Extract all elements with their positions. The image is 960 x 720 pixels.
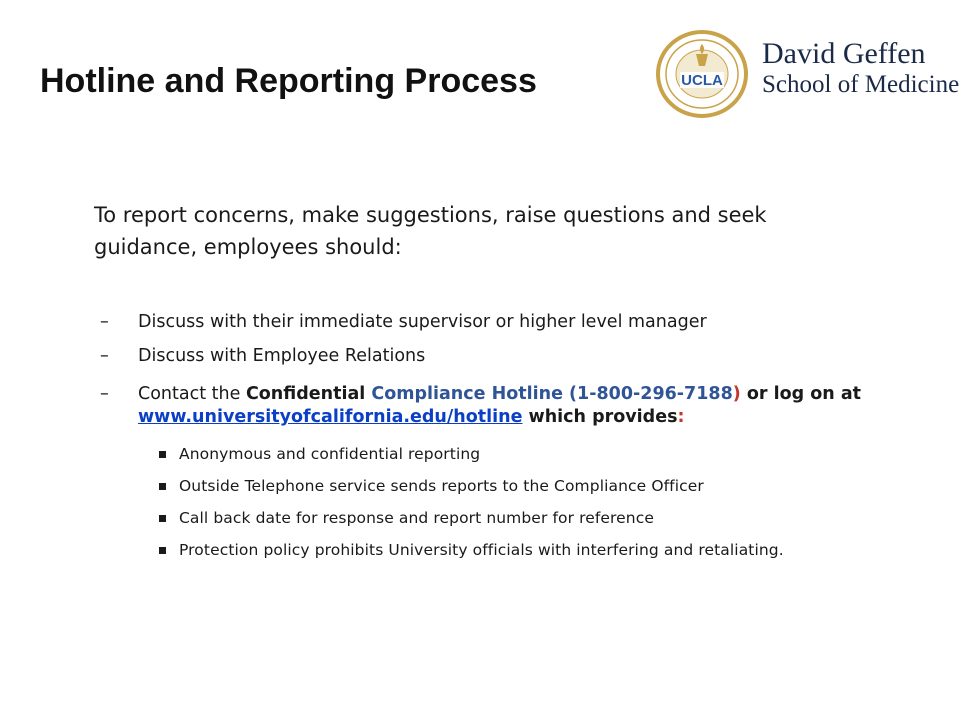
school-brand	[762, 38, 959, 100]
list-item-text: Discuss with their immediate supervisor or higher level manager	[138, 312, 707, 332]
dash-bullet: –	[100, 384, 109, 404]
dash-bullet: –	[100, 346, 109, 366]
sub-list-item: Outside Telephone service sends reports to the Compliance Officer	[159, 476, 879, 497]
dash-bullet: –	[100, 312, 109, 332]
list-item-text: Discuss with Employee Relations	[138, 346, 426, 366]
square-bullet-icon	[159, 547, 166, 554]
intro-paragraph: To report concerns, make suggestions, raise questions and seek guidance, employees should:	[94, 203, 767, 259]
list-item-text: Contact the Confidential Compliance Hotline (1-800-296-7188) or log on at www.universityofcalifornia.edu/hotline which provides:	[138, 384, 861, 427]
sub-list-item: Protection policy prohibits University officials with interfering and retaliating.	[159, 540, 879, 561]
list-item	[100, 311, 920, 334]
hotline-link[interactable]: www.universityofcalifornia.edu/hotline	[138, 407, 523, 427]
list-item-hotline	[100, 383, 920, 429]
square-bullet-icon	[159, 451, 166, 458]
svg-text:UCLA: UCLA	[681, 72, 723, 89]
list-item	[100, 345, 920, 368]
brand-line-2: School of Medicine	[762, 71, 960, 98]
sub-list-item: Call back date for response and report number for reference	[159, 508, 879, 529]
hotline-phone: Compliance Hotline (1-800-296-7188	[365, 384, 733, 404]
square-bullet-icon	[159, 483, 166, 490]
slide-title: Hotline and Reporting Process	[40, 62, 537, 100]
square-bullet-icon	[159, 515, 166, 522]
brand-line-1: David Geffen	[762, 37, 926, 70]
ucla-seal-logo	[656, 30, 748, 118]
sub-list-item: Anonymous and confidential reporting	[159, 444, 879, 465]
